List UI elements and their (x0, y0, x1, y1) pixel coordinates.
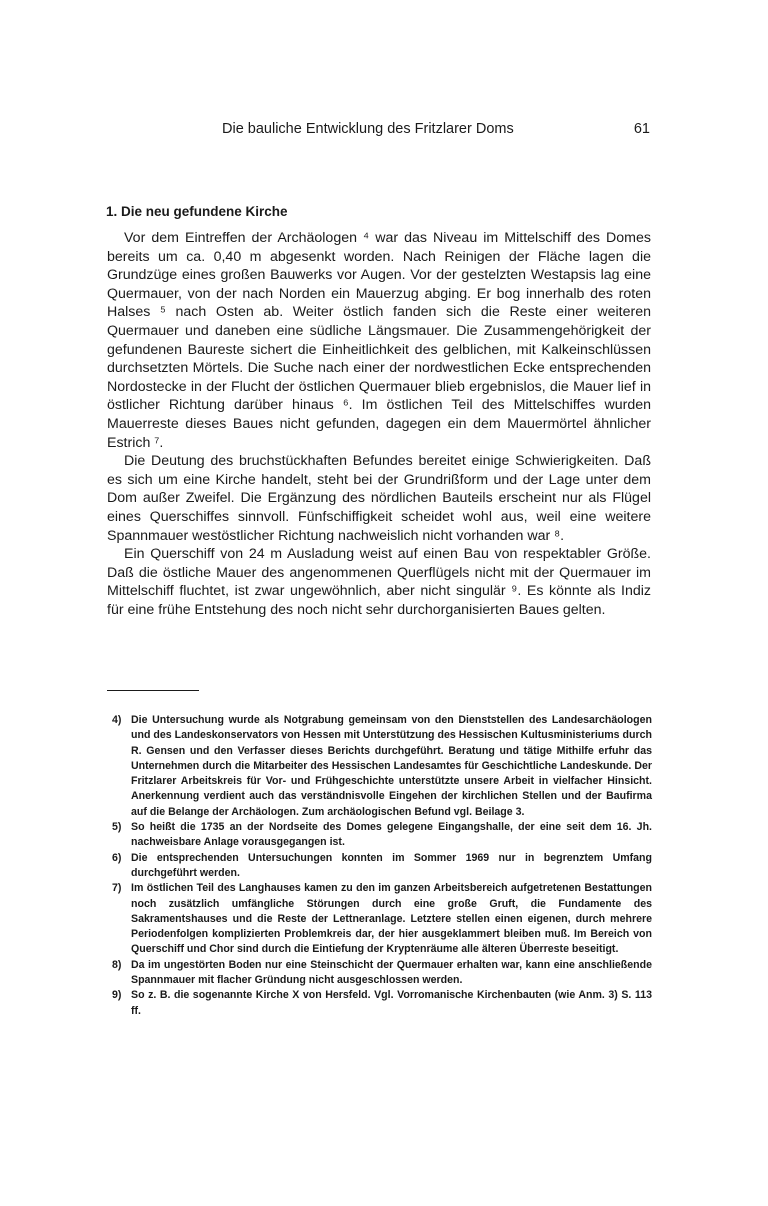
running-header (222, 121, 650, 141)
footnote-number: 4) (112, 714, 122, 726)
footnote-number: 6) (112, 851, 122, 864)
footnote (112, 988, 652, 1019)
footnote-text: So heißt die 1735 an der Nordseite des Domes gelegene Eingangshalle, der eine seit dem 16. Jh. nachweisbare Anlage vorausgegangen ist. (131, 821, 652, 849)
footnote-text: Da im ungestörten Boden nur eine Steinschicht der Quermauer erhalten war, kann eine anschließende Spannmauer mit flacher Gründung nicht ausgeschlossen werden. (131, 958, 652, 987)
body-text (107, 229, 651, 619)
footnote (112, 820, 652, 851)
paragraph: Ein Querschiff von 24 m Ausladung weist auf einen Bau von respektabler Größe. Daß die östliche Mauer des angenommenen Querflügels nicht mit der Quermauer im Mittelschiff fluchtet, ist zwar ungewöhnlich, aber nicht singulär ⁹. Es könnte als Indiz für eine frühe Entstehung des noch nicht sehr durchorganisierten Baues gelten. (107, 546, 651, 618)
footnotes (112, 713, 652, 1019)
footnote (112, 958, 652, 989)
page-number: 61 (633, 121, 650, 137)
paragraph: Vor dem Eintreffen der Archäologen ⁴ war das Niveau im Mittelschiff des Domes bereits um ca. 0,40 m abgesenkt worden. Nach Reinigen der Fläche lagen die Grundzüge eines großen Bauwerks vor Augen. Vor der gestelzten Westapsis lag eine Quermauer, von der nach Norden ein Mauerzug abging. Er bog innerhalb des roten Halses ⁵ nach Osten ab. Weiter östlich fanden sich die Reste einer weiteren Quermauer und daneben eine südliche Längsmauer. Die Zusammengehörigkeit der gefundenen Baureste sichert die Einheitlichkeit des gelblichen, mit Kalkeinschlüssen durchsetzten Mörtels. Die Suche nach einer der nordwestlichen Ecke entsprechenden Nordostecke in der Flucht der östlichen Quermauer blieb ergebnislos, die Mauer lief in östlicher Richtung darüber hinaus ⁶. Im östlichen Teil des Mittelschiffes wurden Mauerreste dieses Baues nicht gefunden, dagegen ein dem Mauermörtel ähnlicher Estrich ⁷. (107, 230, 651, 451)
footnote-separator (107, 690, 199, 691)
paragraph: Die Deutung des bruchstückhaften Befundes bereitet einige Schwierigkeiten. Daß es sich um eine Kirche handelt, steht bei der Grundrißform und der Lage unter dem Dom außer Zweifel. Die Ergänzung des nördlichen Bauteils erscheint nur als Flügel eines Querschiffes sinnvoll. Fünfschiffigkeit scheidet wohl aus, weil eine weitere Spannmauer westöstlicher Richtung nachweislich nicht vorhanden war ⁸. (107, 453, 651, 544)
footnote-number: 5) (112, 821, 122, 834)
footnote-text: So z. B. die sogenannte Kirche X von Hersfeld. Vgl. Vorromanische Kirchenbauten (wie Anm. 3) S. 113 ff. (131, 989, 652, 1017)
section-heading: 1. Die neu gefundene Kirche (106, 204, 288, 219)
footnote (112, 881, 652, 957)
footnote-text: Die Untersuchung wurde als Notgrabung gemeinsam von den Dienststellen des Landesarchäologen und des Landeskonservators von Hessen mit Unterstützung des Hessischen Kultusministeriums durch R. Gensen und den Verfasser dieses Berichts durchgeführt. Beratung und tätige Mithilfe erfuhr das Unternehmen durch die Mitarbeiter des Hessischen Landesamtes für Geschichtliche Landeskunde. Der Fritzlarer Arbeitskreis für Vor- und Frühgeschichte unterstützte unsere Arbeit in vielfacher Hinsicht. Anerkennung verdient auch das verständnisvolle Eingehen der kirchlichen Stellen und der Baufirma auf die Belange der Archäologen. Zum archäologischen Befund vgl. Beilage 3. (131, 714, 652, 818)
footnote-text: Im östlichen Teil des Langhauses kamen zu den im ganzen Arbeitsbereich aufgetretenen Bestattungen noch zusätzlich umfängliche Störungen durch eine große Gruft, die Fundamente des Sakramentshauses und die Reste der Lettneranlage. Letztere stellen einen eigenen, durch mehrere Periodenfolgen komplizierten Problemkreis dar, der hier ausgeklammert bleiben muß. Im Bereich von Querschiff und Chor sind durch die Eintiefung der Kryptenräume alle älteren Überreste beseitigt. (131, 882, 652, 956)
footnote-text: Die entsprechenden Untersuchungen konnten im Sommer 1969 nur in begrenztem Umfang durchgeführt werden. (131, 851, 652, 879)
footnote-number: 9) (112, 989, 122, 1002)
footnote (112, 713, 652, 820)
footnote (112, 851, 652, 882)
footnote-number: 8) (112, 958, 122, 971)
footnote-number: 7) (112, 882, 122, 895)
running-title: Die bauliche Entwicklung des Fritzlarer Doms (222, 121, 514, 137)
